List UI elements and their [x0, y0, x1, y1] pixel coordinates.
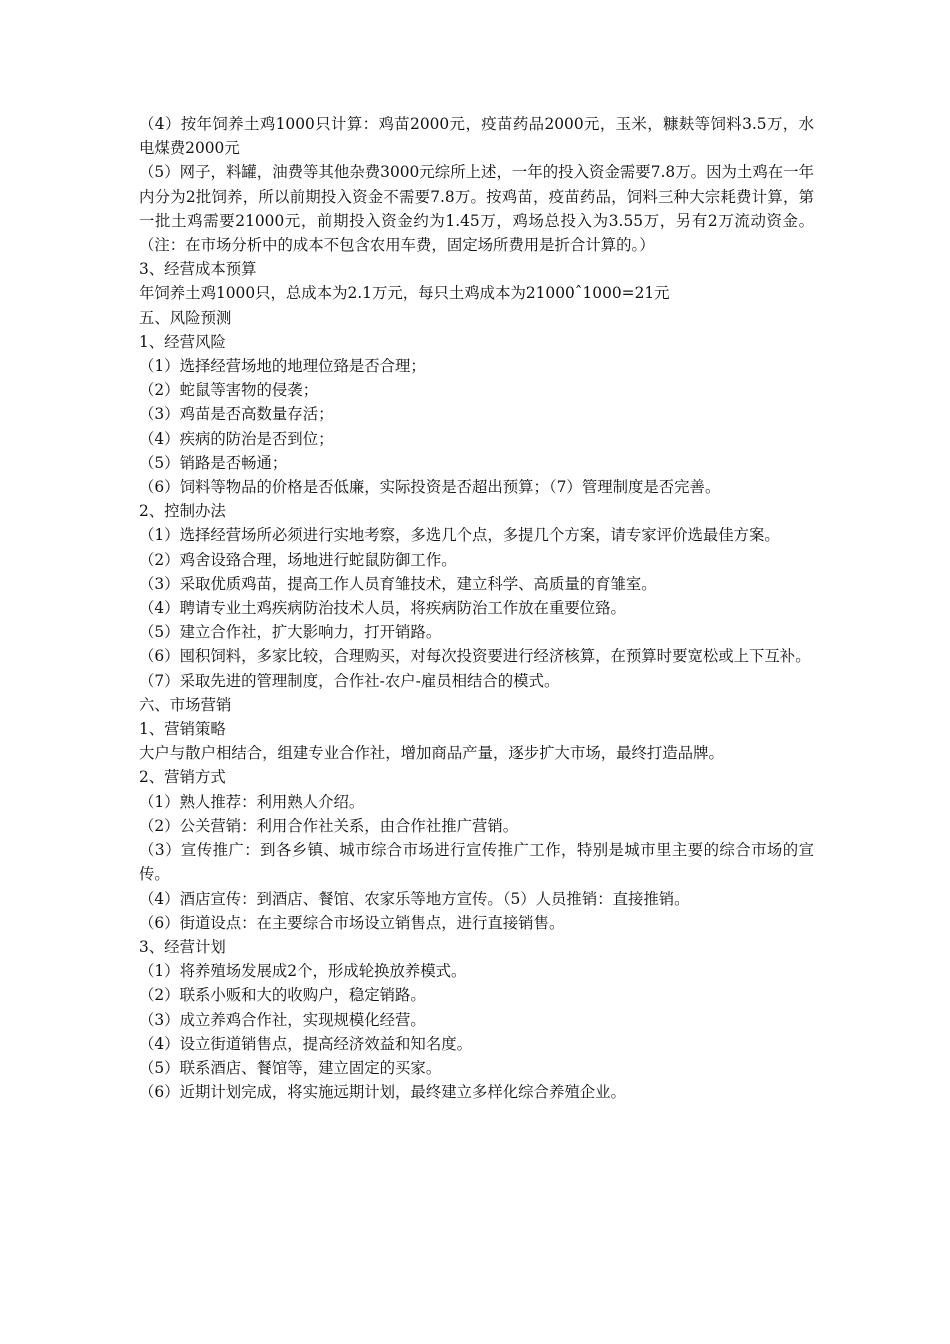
list-item: （2）公关营销：利用合作社关系，由合作社推广营销。: [139, 816, 519, 835]
list-item: （3）采取优质鸡苗，提高工作人员育雏技术，建立科学、高质量的育雏室。: [139, 574, 657, 593]
list-item: （1）将养殖场发展成2个，形成轮换放养模式。: [139, 962, 467, 981]
list-item: （1）选择经营场地的地理位臵是否合理；: [139, 357, 426, 376]
list-item: （3）鸡苗是否高数量存活；: [139, 405, 334, 424]
heading-marketing-strategy: 1、营销策略: [139, 720, 226, 739]
list-item: （7）采取先进的管理制度，合作社-农户-雇员相结合的模式。: [139, 671, 560, 690]
list-item: （6）饲料等物品的价格是否低廉，实际投资是否超出预算；（7）管理制度是否完善。: [139, 478, 721, 497]
document-body: [139, 112, 814, 1104]
heading-risk-forecast: 五、风险预测: [139, 308, 232, 327]
list-item: （4）聘请专业土鸡疾病防治技术人员，将疾病防治工作放在重要位臵。: [139, 599, 626, 618]
list-item: （2）联系小贩和大的收购户，稳定销路。: [139, 986, 426, 1005]
list-item: （3）宣传推广：到各乡镇、城市综合市场进行宣传推广工作，特别是城市里主要的综合市场的宣传。: [139, 841, 814, 884]
list-item: （5）销路是否畅通；: [139, 453, 288, 472]
heading-marketing-methods: 2、营销方式: [139, 768, 226, 787]
list-item: （5）建立合作社，扩大影响力，打开销路。: [139, 623, 442, 642]
paragraph-cost-item-5: （5）网子，料罐，油费等其他杂费3000元综所上述，一年的投入资金需要7.8万。因为土鸡在一年内分为2批饲养，所以前期投入资金不需要7.8万。按鸡苗，疫苗药品，饲料三种大宗耗费计算，第一批土鸡需要21000元，前期投入资金约为1.45万，鸡场总投入为3.55万，另有2万流动资金。（注：在市场分析中的成本不包含农用车费，固定场所费用是折合计算的。）: [139, 163, 814, 255]
list-item: （1）选择经营场所必须进行实地考察，多选几个点，多提几个方案，请专家评价选最佳方案。: [139, 526, 780, 545]
list-item: （2）鸡舍设臵合理，场地进行蛇鼠防御工作。: [139, 550, 457, 569]
list-item: （1）熟人推荐：利用熟人介绍。: [139, 792, 365, 811]
heading-operating-risk: 1、经营风险: [139, 332, 226, 351]
list-item: （6）近期计划完成，将实施远期计划，最终建立多样化综合养殖企业。: [139, 1083, 626, 1102]
list-item: （3）成立养鸡合作社，实现规模化经营。: [139, 1010, 426, 1029]
list-item: （4）设立街道销售点，提高经济效益和知名度。: [139, 1034, 472, 1053]
heading-business-plan: 3、经营计划: [139, 937, 226, 956]
paragraph-cost-summary: 年饲养土鸡1000只，总成本为2.1万元，每只土鸡成本为21000ˆ1000=21元: [139, 284, 670, 303]
list-item: （2）蛇鼠等害物的侵袭；: [139, 381, 319, 400]
list-item: （6）囤积饲料，多家比较，合理购买，对每次投资要进行经济核算，在预算时要宽松或上下互补。: [139, 647, 811, 666]
heading-operating-cost-budget: 3、经营成本预算: [139, 260, 257, 279]
list-item: （5）联系酒店、餐馆等，建立固定的买家。: [139, 1058, 442, 1077]
list-item: （4）酒店宣传：到酒店、餐馆、农家乐等地方宣传。（5）人员推销：直接推销。: [139, 889, 690, 908]
paragraph-marketing-strategy: 大户与散户相结合，组建专业合作社，增加商品产量，逐步扩大市场，最终打造品牌。: [139, 744, 724, 763]
list-item: （6）街道设点：在主要综合市场设立销售点，进行直接销售。: [139, 913, 565, 932]
paragraph-cost-item-4: （4）按年饲养土鸡1000只计算：鸡苗2000元，疫苗药品2000元，玉米，糠麸等饲料3.5万，水电煤费2000元: [139, 115, 814, 158]
list-item: （4）疾病的防治是否到位；: [139, 429, 334, 448]
heading-control-methods: 2、控制办法: [139, 502, 226, 521]
heading-marketing: 六、市场营销: [139, 695, 232, 714]
